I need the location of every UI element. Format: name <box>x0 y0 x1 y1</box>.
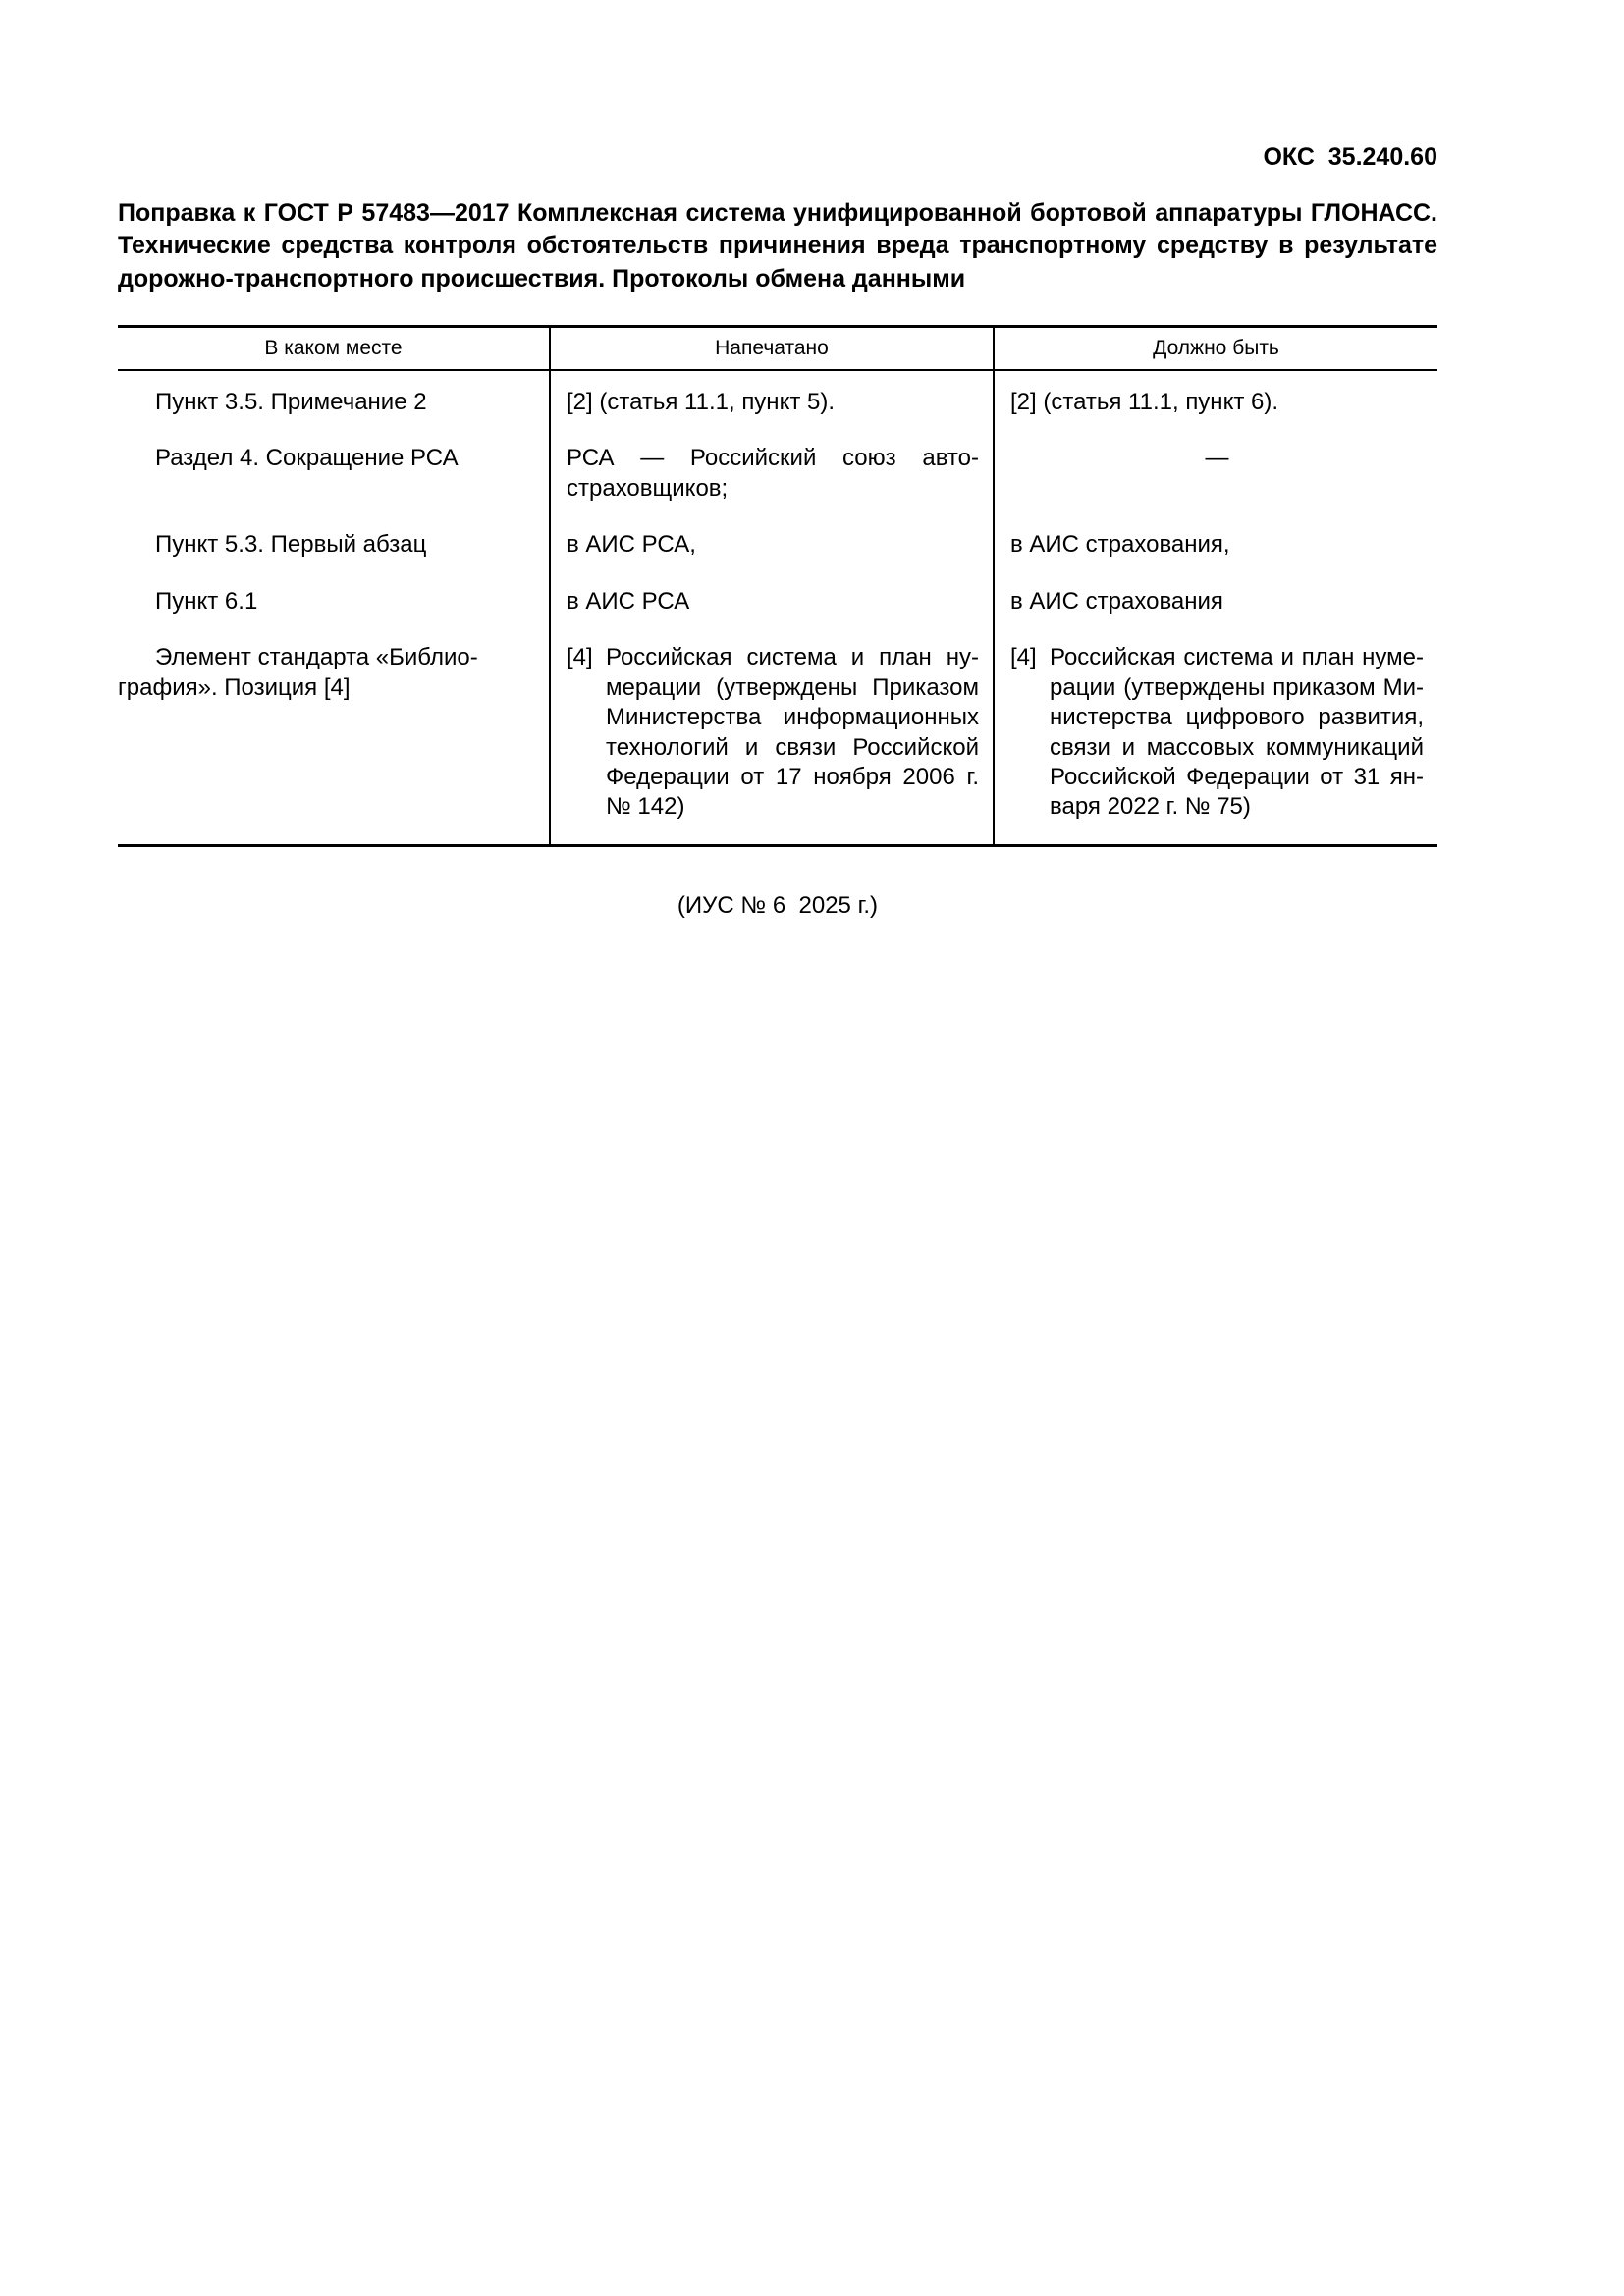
cell-place: Раздел 4. Сокращение РСА <box>155 445 459 472</box>
cell-printed: в АИС РСА, <box>550 516 994 572</box>
document-page <box>0 0 1624 920</box>
corrections-table <box>118 325 1437 847</box>
cell-correct: в АИС страхования <box>994 573 1437 629</box>
cell-place: Пункт 6.1 <box>155 587 258 614</box>
cell-printed: в АИС РСА <box>550 573 994 629</box>
table-row <box>118 430 1437 516</box>
table-row <box>118 370 1437 430</box>
cell-printed <box>550 629 994 845</box>
cell-printed: РСА — Российский союз автостраховщиков; <box>550 430 994 516</box>
cell-printed: [2] (статья 11.1, пункт 5). <box>550 370 994 430</box>
table-header-row <box>118 326 1437 370</box>
cell-correct: [2] (статья 11.1, пункт 6). <box>994 370 1437 430</box>
reference-number: [4] <box>1010 644 1037 671</box>
table-row <box>118 516 1437 572</box>
cell-correct: — <box>994 430 1437 516</box>
document-title: Поправка к ГОСТ Р 57483—2017 Комплексная система унифицированной бортовой аппаратуры ГЛОНАСС. Технические средства контроля обстоятельств причинения вреда транспортному средству в результате дорожно-транспортного происшествия. Протоколы обмена данными <box>118 199 1437 293</box>
cell-place: Пункт 5.3. Первый абзац <box>155 531 427 559</box>
table-row <box>118 573 1437 629</box>
ius-note: (ИУС № 6 2025 г.) <box>677 891 879 919</box>
cell-place: Пункт 3.5. Примечание 2 <box>155 388 427 415</box>
column-header-place: В каком месте <box>118 326 550 370</box>
reference-text: Российская система и план нумерации (утверждены приказом Министерства цифрового развития, связи и массовых коммуникаций Российской Федерации от 31 января 2022 г. № 75) <box>1050 644 1424 821</box>
oks-code: ОКС 35.240.60 <box>1263 143 1437 171</box>
cell-correct: в АИС страхования, <box>994 516 1437 572</box>
table-row <box>118 629 1437 845</box>
cell-correct <box>994 629 1437 845</box>
cell-place: Элемент стандарта «Библиография». Позиция [4] <box>118 629 550 845</box>
reference-number: [4] <box>567 644 593 671</box>
column-header-printed: Напечатано <box>550 326 994 370</box>
reference-text: Российская система и план нумерации (утверждены Приказом Министерства информационных технологий и связи Российской Федерации от 17 ноября 2006 г. № 142) <box>606 644 979 821</box>
column-header-correct: Должно быть <box>994 326 1437 370</box>
